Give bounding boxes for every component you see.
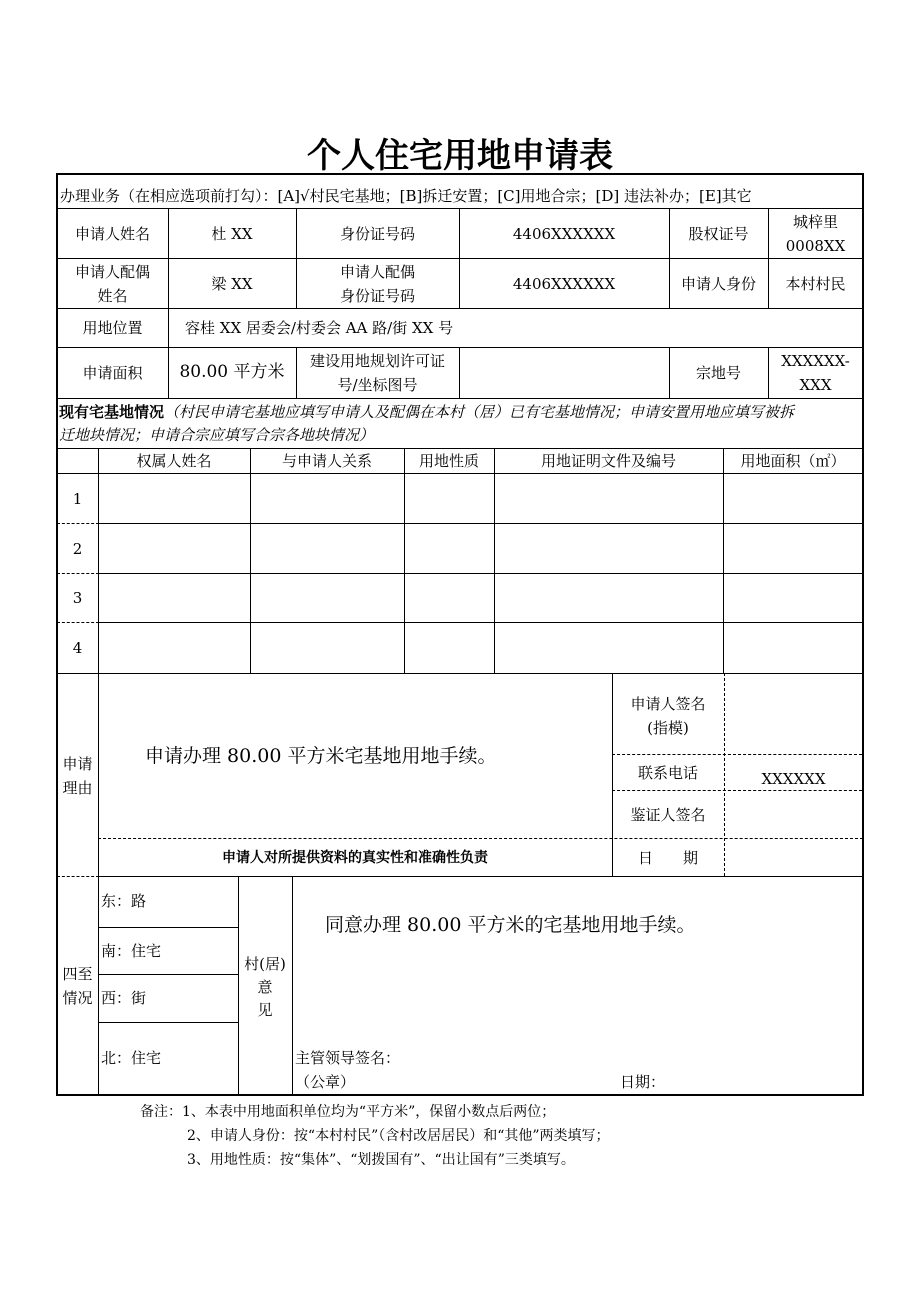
village-label-2: 意 bbox=[257, 978, 273, 996]
col-relation: 与申请人关系 bbox=[281, 452, 372, 470]
spouse-id-label-1: 申请人配偶 bbox=[339, 263, 415, 281]
village-label-3: 见 bbox=[257, 1001, 273, 1019]
applicant-name: 杜 XX bbox=[211, 225, 253, 243]
boundary-west: 西：街 bbox=[101, 989, 147, 1007]
village-opinion: 同意办理 80.00 平方米的宅基地用地手续。 bbox=[325, 914, 696, 936]
applicant-name-label: 申请人姓名 bbox=[74, 225, 150, 243]
id-number-label: 身份证号码 bbox=[339, 225, 415, 243]
boundary-north: 北：住宅 bbox=[101, 1049, 162, 1067]
village-date-label: 日期： bbox=[620, 1073, 666, 1091]
existing-homestead-note bbox=[59, 400, 794, 424]
identity-value: 本村村民 bbox=[785, 275, 846, 293]
applicant-sign-label-2: (指模) bbox=[647, 719, 689, 737]
parcel-label: 宗地号 bbox=[695, 364, 741, 382]
boundary-east: 东：路 bbox=[101, 892, 147, 910]
location-label: 用地位置 bbox=[82, 319, 143, 337]
id-number: 4406XXXXXX bbox=[512, 225, 616, 243]
footnote-3: 3、用地性质：按“集体”、“划拨国有”、“出让国有”三类填写。 bbox=[187, 1152, 575, 1168]
footnote-2: 2、申请人身份：按“本村村民”（含村改居居民）和“其他”两类填写； bbox=[187, 1128, 610, 1144]
row-number: 4 bbox=[72, 639, 83, 657]
boundary-south: 南：住宅 bbox=[101, 942, 162, 960]
footnotes bbox=[140, 1100, 610, 1172]
col-proof-doc: 用地证明文件及编号 bbox=[540, 452, 676, 470]
official-seal-label: （公章） bbox=[295, 1073, 356, 1091]
location-value: 容桂 XX 居委会/村委会 AA 路/街 XX 号 bbox=[185, 319, 454, 337]
village-label-1: 村(居) bbox=[244, 955, 286, 973]
row-number: 3 bbox=[72, 589, 83, 607]
parcel-value-2: XXX bbox=[799, 376, 832, 394]
boundary-label-2: 情况 bbox=[62, 989, 93, 1007]
footnote-1: 备注：1、本表中用地面积单位均为“平方米”，保留小数点后两位； bbox=[140, 1104, 556, 1120]
spouse-name-label-1: 申请人配偶 bbox=[74, 263, 150, 281]
reason-label-1: 申请 bbox=[62, 755, 93, 773]
reason-label-2: 理由 bbox=[62, 779, 93, 797]
parcel-value-1: XXXXXX- bbox=[781, 352, 850, 370]
responsibility-statement: 申请人对所提供资料的真实性和准确性负责 bbox=[222, 850, 488, 866]
phone-value: XXXXXX bbox=[761, 770, 826, 788]
existing-homestead-heading: 现有宅基地情况 bbox=[59, 403, 165, 421]
row-number: 2 bbox=[72, 540, 83, 558]
share-cert-line1: 城梓里 bbox=[792, 213, 838, 231]
share-cert-line2: 0008XX bbox=[785, 237, 846, 255]
witness-sign-label: 鉴证人签名 bbox=[630, 806, 706, 824]
col-owner-name: 权属人姓名 bbox=[136, 452, 212, 470]
spouse-name: 梁 XX bbox=[211, 275, 253, 293]
reason-text: 申请办理 80.00 平方米宅基地用地手续。 bbox=[145, 745, 497, 767]
spouse-id-label-2: 身份证号码 bbox=[339, 287, 415, 305]
area-value: 80.00 平方米 bbox=[179, 362, 285, 382]
existing-note-line2: 迁地块情况；申请合宗应填写合宗各地块情况） bbox=[59, 426, 375, 444]
business-type-line: 办理业务（在相应选项前打勾）：[A]√村民宅基地；[B]拆迁安置；[C]用地合宗；[D] 违法补办；[E]其它 bbox=[60, 187, 752, 205]
identity-label: 申请人身份 bbox=[680, 275, 756, 293]
leader-sign-label: 主管领导签名： bbox=[295, 1049, 401, 1067]
row-number: 1 bbox=[72, 490, 83, 508]
col-land-area: 用地面积（㎡） bbox=[740, 452, 846, 470]
existing-note-line1: （村民申请宅基地应填写申请人及配偶在本村（居）已有宅基地情况；申请安置用地应填写被拆 bbox=[164, 403, 795, 421]
applicant-sign-label-1: 申请人签名 bbox=[630, 695, 706, 713]
share-cert-label: 股权证号 bbox=[688, 225, 749, 243]
application-form bbox=[56, 173, 864, 1096]
area-label: 申请面积 bbox=[82, 364, 143, 382]
date-label: 日 期 bbox=[637, 849, 698, 867]
boundary-label-1: 四至 bbox=[62, 965, 93, 983]
phone-label: 联系电话 bbox=[637, 764, 698, 782]
permit-label-2: 号/坐标图号 bbox=[337, 376, 418, 394]
spouse-name-label-2: 姓名 bbox=[97, 287, 128, 305]
spouse-id: 4406XXXXXX bbox=[512, 275, 616, 293]
form-title: 个人住宅用地申请表 bbox=[307, 136, 613, 176]
permit-label-1: 建设用地规划许可证 bbox=[309, 352, 445, 370]
col-land-nature: 用地性质 bbox=[418, 452, 479, 470]
